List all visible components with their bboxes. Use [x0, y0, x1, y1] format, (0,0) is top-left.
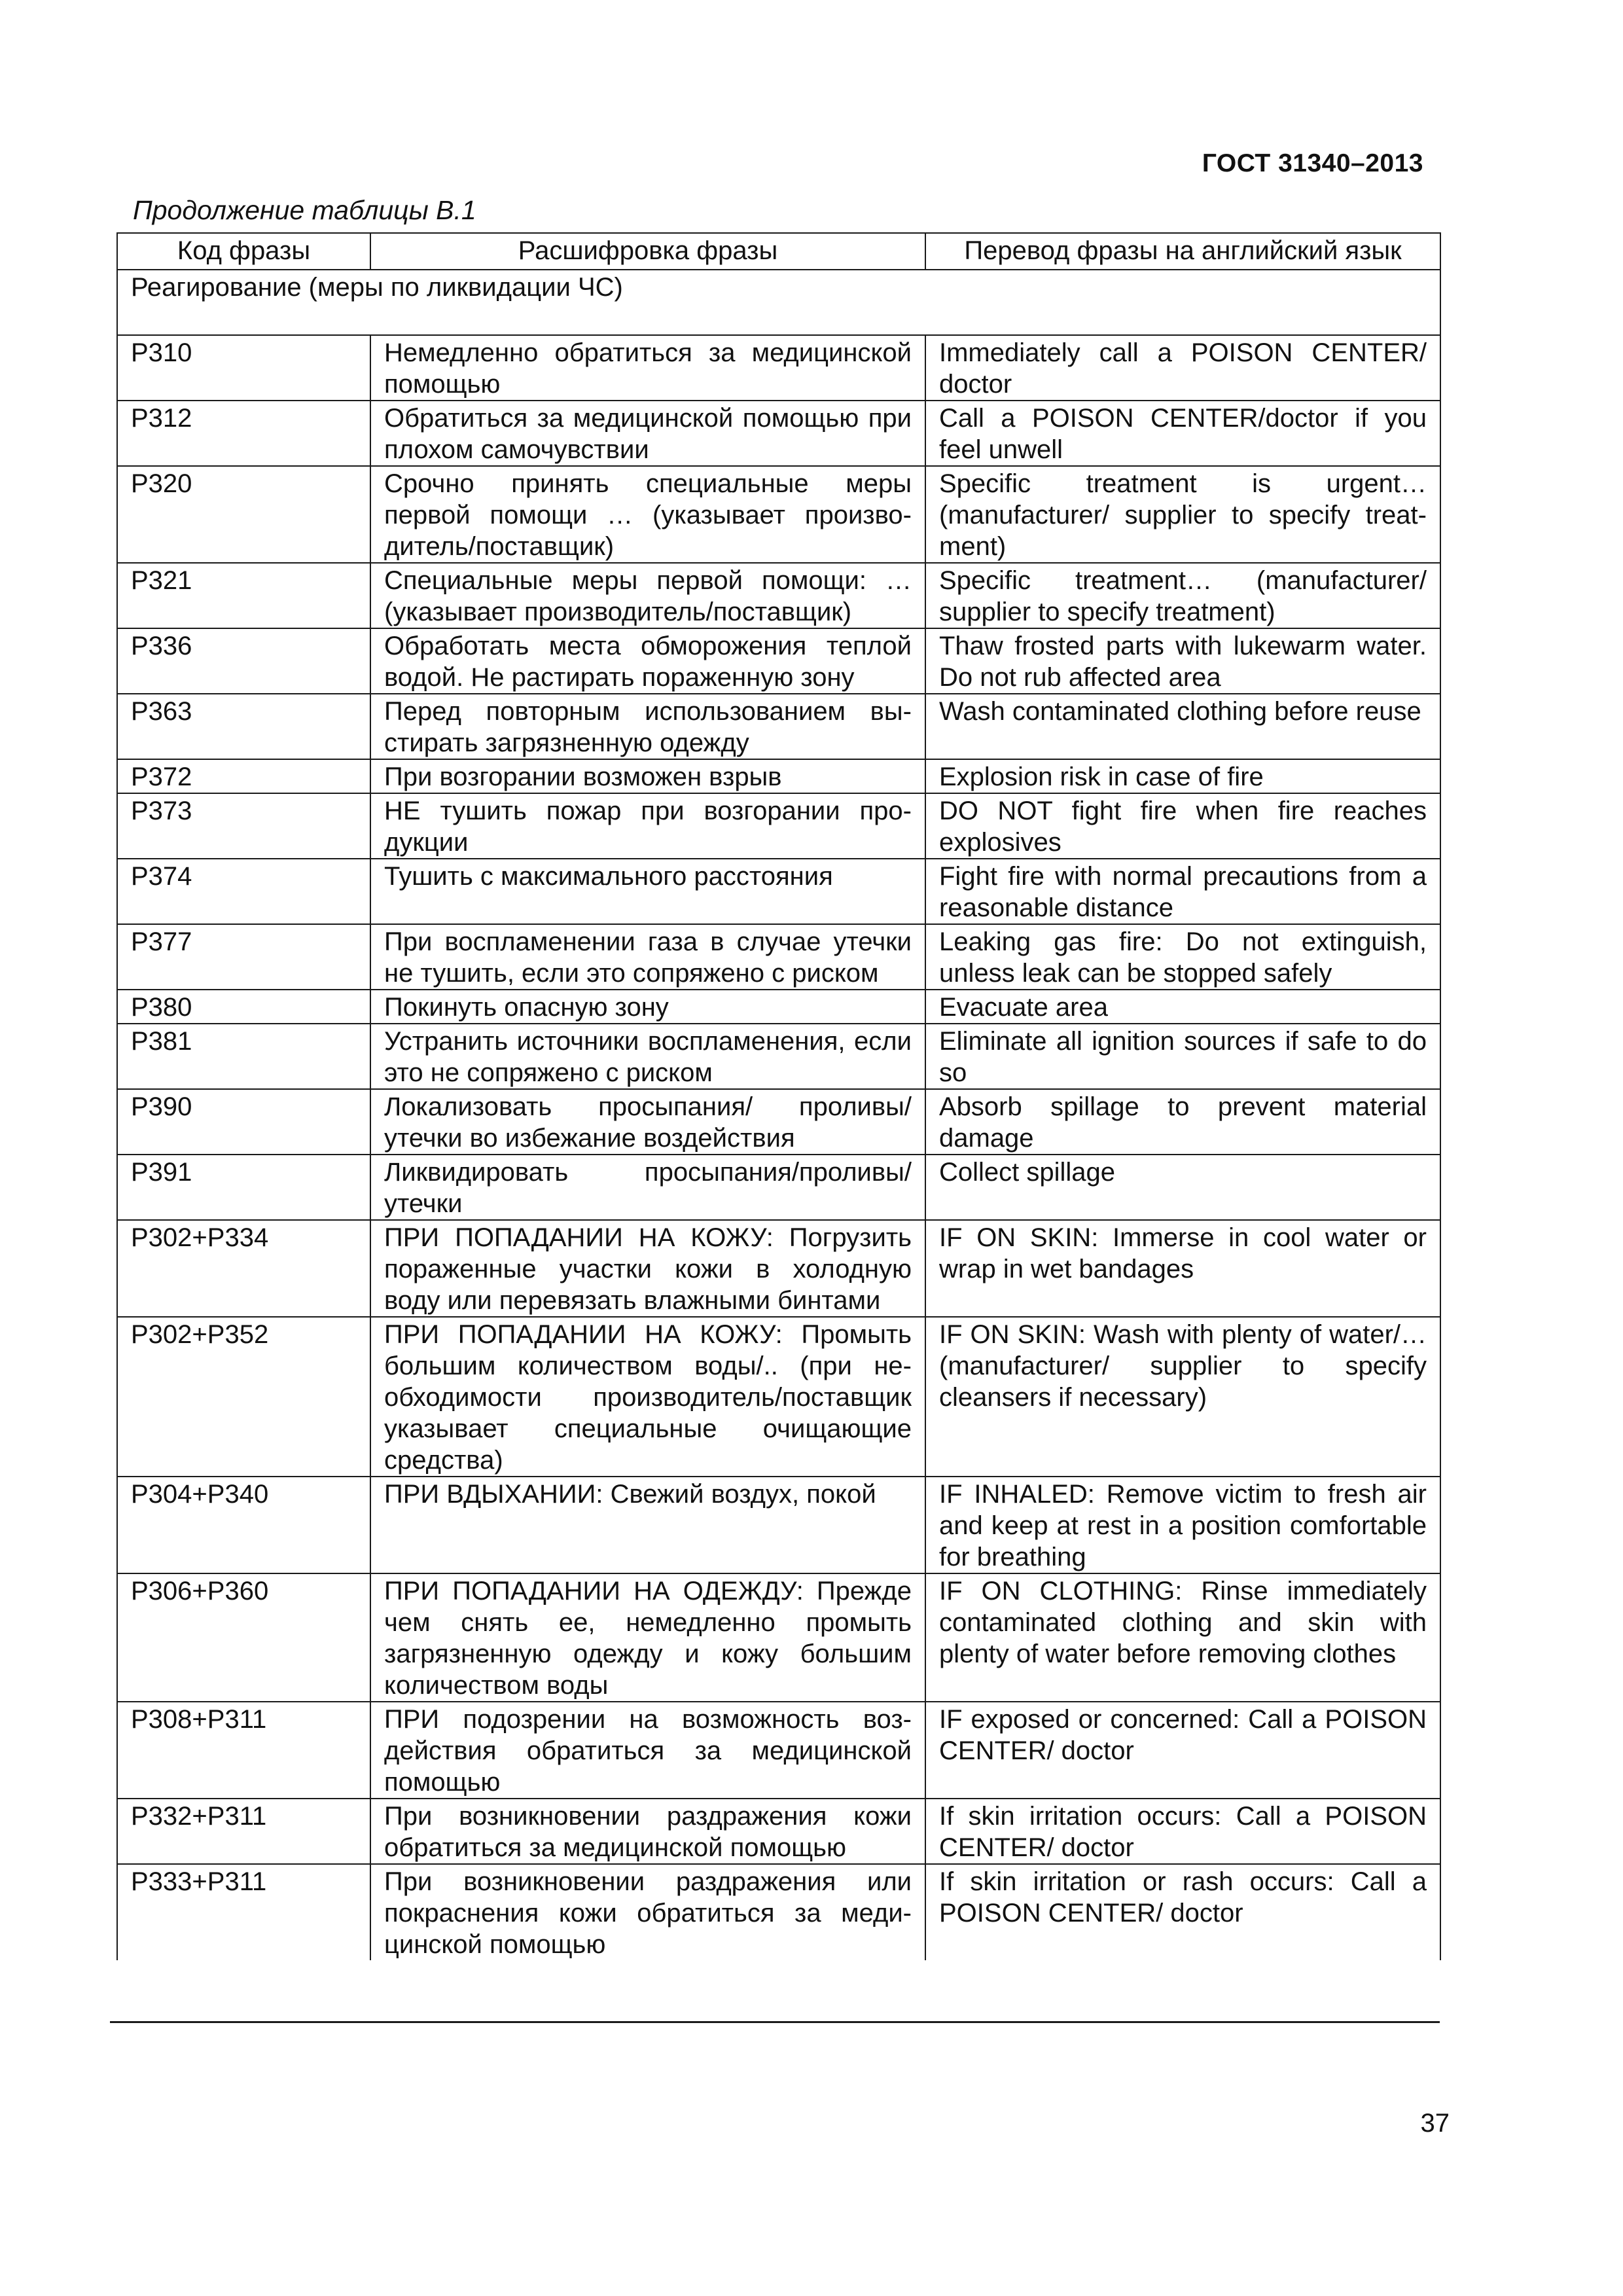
phrase-description: ПРИ ПОПАДАНИИ НА ОДЕЖДУ: Прежде чем снять ее, немедленно промыть загрязненную одежду и кожу большим количеством воды: [370, 1573, 925, 1702]
phrase-code: P390: [117, 1089, 370, 1155]
phrase-translation: Call a POISON CENTER/doctor if you feel unwell: [925, 401, 1440, 466]
phrase-code: P304+P340: [117, 1477, 370, 1573]
phrase-description: Ликвидировать просыпания/проливы/ утечки: [370, 1155, 925, 1220]
phrase-description: При возгорании возможен взрыв: [370, 759, 925, 793]
phrase-translation: IF ON CLOTHING: Rinse immediately contaminated clothing and skin with plenty of water before removing clothes: [925, 1573, 1440, 1702]
phrase-description: Специальные меры первой помощи: … (указывает производитель/поставщик): [370, 563, 925, 628]
phrase-code: P308+P311: [117, 1702, 370, 1799]
phrase-code: P381: [117, 1024, 370, 1089]
table-row: [117, 1155, 1440, 1220]
phrase-code: P332+P311: [117, 1799, 370, 1864]
phrase-translation: Specific treatment is urgent… (manufacturer/ supplier to specify treatment): [925, 466, 1440, 563]
phrases-table: [116, 232, 1441, 1960]
phrase-description: При воспламенении газа в случае утечки не тушить, если это сопряжено с риском: [370, 924, 925, 990]
table-row: [117, 759, 1440, 793]
phrase-code: P310: [117, 335, 370, 401]
phrase-description: Покинуть опасную зону: [370, 990, 925, 1024]
phrase-code: P336: [117, 628, 370, 694]
table-row: [117, 1864, 1440, 1960]
table-row: [117, 1477, 1440, 1573]
table-header-row: [117, 233, 1440, 270]
phrase-description: Срочно принять специальные меры первой помощи … (указывает производитель/поставщик): [370, 466, 925, 563]
section-row: [117, 270, 1440, 335]
phrase-description: ПРИ ВДЫХАНИИ: Свежий воздух, покой: [370, 1477, 925, 1573]
phrase-description: Локализовать просыпания/ проливы/ утечки во избежание воздействия: [370, 1089, 925, 1155]
phrase-code: P306+P360: [117, 1573, 370, 1702]
phrase-translation: Fight fire with normal precautions from a reasonable distance: [925, 859, 1440, 924]
table-row: [117, 1220, 1440, 1317]
phrase-code: P380: [117, 990, 370, 1024]
table-row: [117, 1024, 1440, 1089]
phrase-description: При возникновении раздражения или покраснения кожи обратиться за медицинской помощью: [370, 1864, 925, 1960]
phrase-description: НЕ тушить пожар при возгорании продукции: [370, 793, 925, 859]
phrase-translation: Evacuate area: [925, 990, 1440, 1024]
phrase-translation: Wash contaminated clothing before reuse: [925, 694, 1440, 759]
page-number: 37: [1420, 2109, 1450, 2138]
table-row: [117, 859, 1440, 924]
table-row: [117, 1317, 1440, 1477]
phrase-translation: Leaking gas fire: Do not extinguish, unless leak can be stopped safely: [925, 924, 1440, 990]
table-row: [117, 335, 1440, 401]
table-row: [117, 1702, 1440, 1799]
phrase-description: При возникновении раздражения кожи обратиться за медицинской помощью: [370, 1799, 925, 1864]
phrase-translation: DO NOT fight fire when fire reaches explosives: [925, 793, 1440, 859]
table-row: [117, 1799, 1440, 1864]
table-caption: Продолжение таблицы В.1: [133, 195, 476, 225]
table-row: [117, 1573, 1440, 1702]
phrase-translation: Eliminate all ignition sources if safe to do so: [925, 1024, 1440, 1089]
column-header-translation: Перевод фразы на английский язык: [925, 233, 1440, 270]
section-title: Реагирование (меры по ликвидации ЧС): [117, 270, 1440, 335]
phrase-translation: Immediately call a POISON CENTER/ doctor: [925, 335, 1440, 401]
table-row: [117, 466, 1440, 563]
table-row: [117, 628, 1440, 694]
phrase-description: ПРИ ПОПАДАНИИ НА КОЖУ: Промыть большим количеством воды/.. (при необходимости производитель/поставщик указывает специальные очищающие средства): [370, 1317, 925, 1477]
table-row: [117, 401, 1440, 466]
phrase-description: ПРИ ПОПАДАНИИ НА КОЖУ: Погрузить пораженные участки кожи в холодную воду или перевязать влажными бинтами: [370, 1220, 925, 1317]
phrase-code: P363: [117, 694, 370, 759]
phrase-translation: Collect spillage: [925, 1155, 1440, 1220]
table-row: [117, 793, 1440, 859]
phrase-translation: IF exposed or concerned: Call a POISON CENTER/ doctor: [925, 1702, 1440, 1799]
bottom-rule: [110, 2021, 1440, 2023]
phrase-code: P372: [117, 759, 370, 793]
phrase-description: ПРИ подозрении на возможность воздействия обратиться за медицинской помощью: [370, 1702, 925, 1799]
phrase-translation: If skin irritation occurs: Call a POISON CENTER/ doctor: [925, 1799, 1440, 1864]
phrase-translation: IF ON SKIN: Immerse in cool water or wrap in wet bandages: [925, 1220, 1440, 1317]
phrase-description: Устранить источники воспламенения, если это не сопряжено с риском: [370, 1024, 925, 1089]
phrase-translation: Absorb spillage to prevent material damage: [925, 1089, 1440, 1155]
table-row: [117, 563, 1440, 628]
standard-code: ГОСТ 31340–2013: [1202, 149, 1423, 177]
phrase-translation: If skin irritation or rash occurs: Call a POISON CENTER/ doctor: [925, 1864, 1440, 1960]
phrase-description: Обработать места обморожения теплой водой. Не растирать пораженную зону: [370, 628, 925, 694]
phrase-translation: Thaw frosted parts with lukewarm water. Do not rub affected area: [925, 628, 1440, 694]
phrase-translation: Explosion risk in case of fire: [925, 759, 1440, 793]
phrase-description: Обратиться за медицинской помощью при плохом самочувствии: [370, 401, 925, 466]
table-row: [117, 694, 1440, 759]
phrase-code: P333+P311: [117, 1864, 370, 1960]
column-header-code: Код фразы: [117, 233, 370, 270]
phrase-code: P373: [117, 793, 370, 859]
table-row: [117, 990, 1440, 1024]
phrase-code: P320: [117, 466, 370, 563]
phrase-code: P302+P334: [117, 1220, 370, 1317]
table-row: [117, 1089, 1440, 1155]
table-row: [117, 924, 1440, 990]
phrase-translation: Specific treatment… (manufacturer/ supplier to specify treatment): [925, 563, 1440, 628]
phrase-code: P374: [117, 859, 370, 924]
phrase-code: P312: [117, 401, 370, 466]
phrase-code: P391: [117, 1155, 370, 1220]
phrase-code: P321: [117, 563, 370, 628]
phrase-description: Перед повторным использованием выстирать загрязненную одежду: [370, 694, 925, 759]
column-header-description: Расшифровка фразы: [370, 233, 925, 270]
phrase-description: Тушить с максимального расстояния: [370, 859, 925, 924]
phrase-translation: IF INHALED: Remove victim to fresh air and keep at rest in a position comfortable for breathing: [925, 1477, 1440, 1573]
phrase-translation: IF ON SKIN: Wash with plenty of water/… (manufacturer/ supplier to specify cleansers if necessary): [925, 1317, 1440, 1477]
phrase-code: P377: [117, 924, 370, 990]
phrase-code: P302+P352: [117, 1317, 370, 1477]
phrase-description: Немедленно обратиться за медицинской помощью: [370, 335, 925, 401]
